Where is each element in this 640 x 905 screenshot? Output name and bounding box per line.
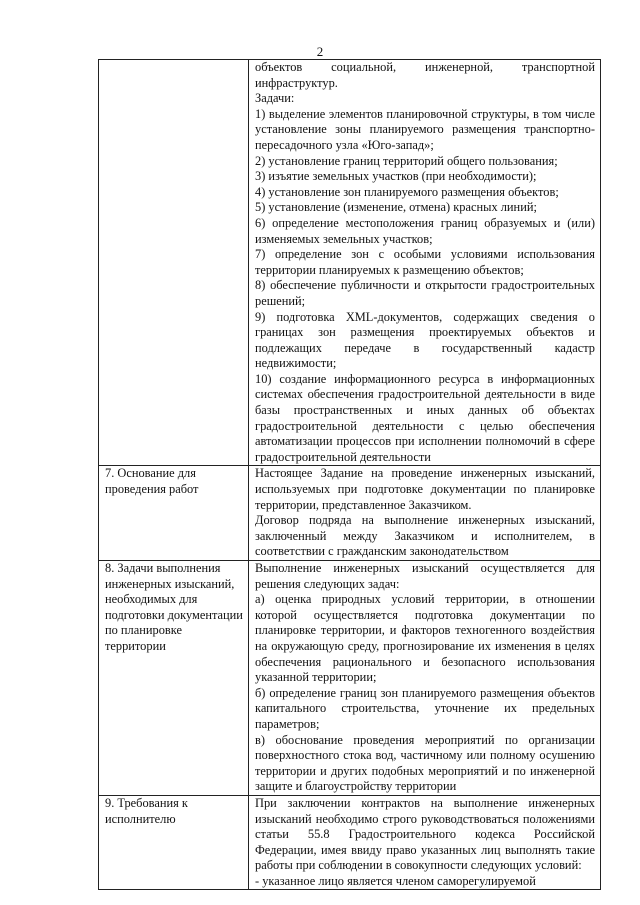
paragraph: 6) определение местоположения границ образуемых и (или) изменяемых земельных участков; bbox=[255, 215, 595, 246]
paragraph: Выполнение инженерных изысканий осуществляется для решения следующих задач: bbox=[255, 561, 595, 591]
table-row bbox=[99, 60, 601, 466]
paragraph: 2) установление границ территорий общего пользования; bbox=[255, 153, 558, 168]
paragraph: Договор подряда на выполнение инженерных изысканий, заключенный между Заказчиком и исполнителем, в соответствии с гражданским законодательством bbox=[255, 513, 595, 559]
paragraph: б) определение границ зон планируемого размещения объектов капитального строительства, уточнение их предельных параметров; bbox=[255, 685, 595, 731]
table-row bbox=[99, 561, 601, 796]
paragraph: - указанное лицо является членом саморегулируемой bbox=[255, 873, 536, 888]
paragraph: 5) установление (изменение, отмена) красных линий; bbox=[255, 200, 537, 215]
row-label: 9. Требования к исполнителю bbox=[105, 795, 188, 826]
table-row bbox=[99, 466, 601, 561]
row-label-cell bbox=[99, 60, 249, 466]
paragraph: а) оценка природных условий территории, в отношении которой осуществляется подготовка документации по планировке территории, и факторов техногенного воздействия на окружающую среду, прогнозирование их изменения в целях обеспечения рационального и безопасного использования указанной территории; bbox=[255, 592, 595, 685]
row-content-cell bbox=[249, 466, 601, 561]
page-number: 2 bbox=[316, 44, 324, 59]
paragraph: 4) установление зон планируемого размещения объектов; bbox=[255, 184, 559, 199]
row-label-cell bbox=[99, 795, 249, 890]
row-label: 7. Основание для проведения работ bbox=[105, 466, 199, 497]
paragraph: 8) обеспечение публичности и открытости градостроительных решений; bbox=[255, 278, 595, 308]
content-clip bbox=[255, 796, 595, 890]
row-label: 8. Задачи выполнения инженерных изысканий, необходимых для подготовки документации по планировке территории bbox=[105, 561, 243, 653]
row-content-cell bbox=[249, 561, 601, 796]
requirements-table bbox=[98, 59, 601, 890]
row-content-cell bbox=[249, 60, 601, 466]
paragraph: 7) определение зон с особыми условиями использования территории планируемых к размещению объектов; bbox=[255, 247, 595, 277]
table-row bbox=[99, 795, 601, 890]
row-label-cell bbox=[99, 466, 249, 561]
paragraph: 3) изъятие земельных участков (при необходимости); bbox=[255, 169, 537, 184]
paragraph: в) обоснование проведения мероприятий по организации поверхностного стока вод, частичному или полному осушению территории и других подобных мероприятий и по инженерной защите и благоустройству территории bbox=[255, 732, 595, 794]
paragraph: 1) выделение элементов планировочной структуры, в том числе установление зоны планируемого размещения транспортно-пересадочного узла «Юго-запад»; bbox=[255, 106, 595, 152]
paragraph: Задачи: bbox=[255, 91, 295, 106]
paragraph: объектов социальной, инженерной, транспортной инфраструктур. bbox=[255, 60, 595, 90]
paragraph: Настоящее Задание на проведение инженерных изысканий, используемых при подготовке документации по планировке территории, представленное Заказчиком. bbox=[255, 466, 595, 512]
paragraph: 10) создание информационного ресурса в информационных системах обеспечения градостроительной деятельности в виде базы пространственных и иных данных об объектах градостроительной деятельности с целью обеспечения автоматизации процессов при исполнении полномочий в сфере градостроительной деятельности bbox=[255, 371, 595, 464]
row-content-cell bbox=[249, 795, 601, 890]
paragraph: 9) подготовка XML-документов, содержащих сведения о границах зон размещения проектируемых объектов и подлежащих передаче в государственный кадастр недвижимости; bbox=[255, 309, 595, 371]
paragraph: При заключении контрактов на выполнение инженерных изысканий необходимо строго руководствоваться положениями статьи 55.8 Градостроительного кодекса Российской Федерации, имея ввиду право указанных лиц выполнять такие работы при соблюдении в совокупности следующих условий: bbox=[255, 795, 595, 873]
row-label-cell bbox=[99, 561, 249, 796]
